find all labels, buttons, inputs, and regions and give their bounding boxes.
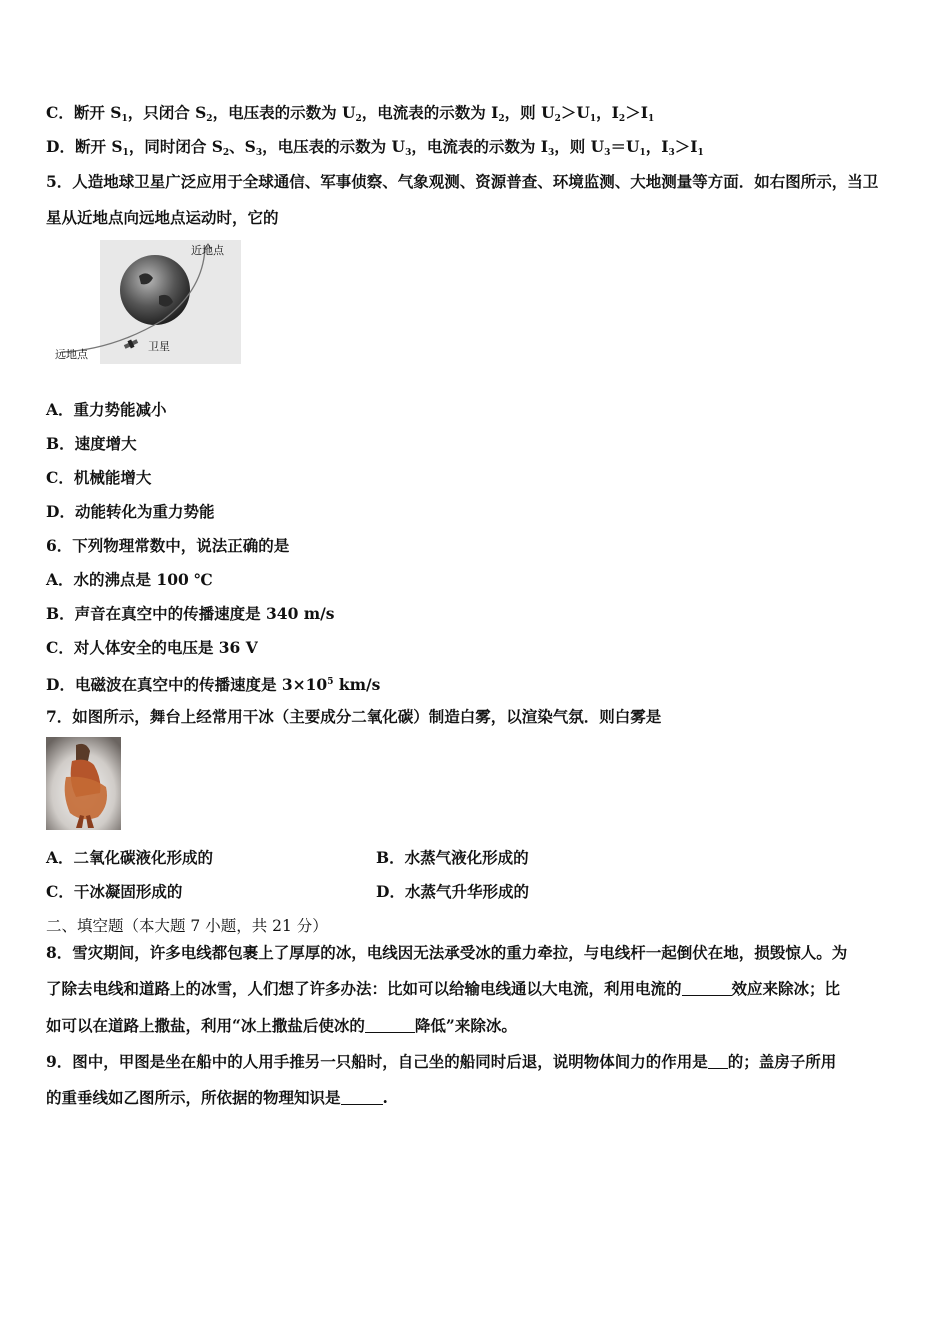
q9-line2: 的重垂线如乙图所示，所依据的物理知识是 . bbox=[46, 1088, 388, 1107]
apogee-label: 远地点 bbox=[55, 348, 88, 361]
q7-stem: 7．如图所示，舞台上经常用干冰（主要成分二氧化碳）制造白雾，以渲染气氛．则白雾是 bbox=[46, 707, 662, 726]
earth-icon bbox=[120, 255, 190, 325]
q8-line1: 8．雪灾期间，许多电线都包裹上了厚厚的冰，电线因无法承受冰的重力牵拉，与电线杆一起倒伏在地，损毁惊人。为 bbox=[46, 943, 848, 962]
q9-line1: 9．图中，甲图是坐在船中的人用手推另一只船时，自己坐的船同时后退，说明物体间力的作用是 的；盖房子所用 bbox=[46, 1052, 837, 1071]
q6-option-a: A．水的沸点是 100 ℃ bbox=[46, 570, 213, 589]
q6-option-c: C．对人体安全的电压是 36 V bbox=[46, 638, 258, 657]
q7-option-b: B．水蒸气液化形成的 bbox=[376, 848, 529, 867]
q8-line3: 如可以在道路上撒盐，利用“冰上撒盐后使冰的 降低”来除冰。 bbox=[46, 1016, 517, 1035]
q4-option-d: D．断开 $S_1$，同时闭合 $S_2$、$S_3$，电压表的示数为 $U_3$，电流表的示数为 $I_3$，则 $U_3=U_1$，$I_3>I_1$ bbox=[46, 137, 704, 158]
q7-option-d: D．水蒸气升华形成的 bbox=[376, 882, 529, 901]
answer-blank bbox=[341, 1090, 383, 1105]
q6-option-b: B．声音在真空中的传播速度是 340 m/s bbox=[46, 604, 335, 623]
q5-option-c: C．机械能增大 bbox=[46, 468, 152, 487]
q6-stem: 6．下列物理常数中，说法正确的是 bbox=[46, 536, 290, 555]
q6-option-d: D．电磁波在真空中的传播速度是 $3\times 10^5$ km/s bbox=[46, 675, 381, 694]
q5-option-a: A．重力势能减小 bbox=[46, 400, 167, 419]
answer-blank bbox=[682, 981, 732, 996]
q5-stem-line1: 5．人造地球卫星广泛应用于全球通信、军事侦察、气象观测、资源普查、环境监测、大地测量等方面．如右图所示，当卫 bbox=[46, 172, 879, 191]
q4-option-c: C．断开 $S_1$，只闭合 $S_2$，电压表的示数为 $U_2$，电流表的示数为 $I_2$，则 $U_2>U_1$，$I_2>I_1$ bbox=[46, 103, 655, 124]
answer-blank bbox=[365, 1018, 415, 1033]
answer-blank bbox=[708, 1054, 728, 1069]
q7-option-a: A．二氧化碳液化形成的 bbox=[46, 848, 214, 867]
q7-option-c: C．干冰凝固形成的 bbox=[46, 882, 183, 901]
q8-line2: 了除去电线和道路上的冰雪，人们想了许多办法：比如可以给输电线通以大电流，利用电流的 效应来除冰；比 bbox=[46, 979, 841, 998]
section-heading: 二、填空题（本大题 7 小题，共 21 分） bbox=[46, 917, 328, 935]
perigee-label: 近地点 bbox=[191, 244, 224, 257]
q5-option-b: B．速度增大 bbox=[46, 434, 137, 453]
stage-fog-photo bbox=[46, 737, 121, 830]
q5-stem-line2: 星从近地点向远地点运动时，它的 bbox=[46, 208, 279, 227]
satellite-orbit-figure bbox=[53, 240, 241, 364]
q5-option-d: D．动能转化为重力势能 bbox=[46, 502, 215, 521]
satellite-label: 卫星 bbox=[148, 340, 170, 353]
